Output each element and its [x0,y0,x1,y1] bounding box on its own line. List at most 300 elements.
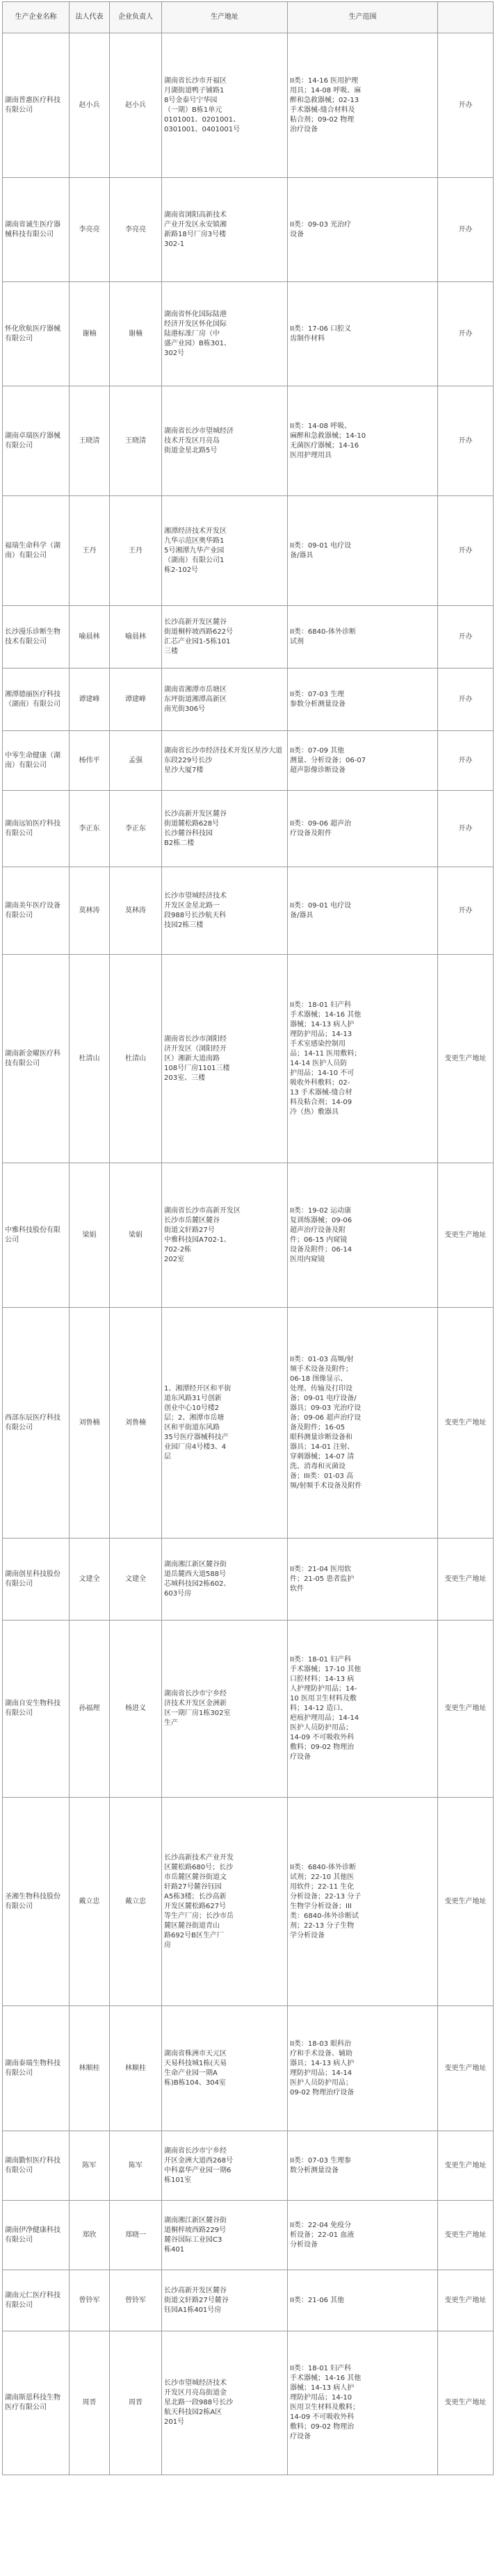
application-type: 变更生产地址 [438,1308,494,1539]
production-scope-line: 备及附件；16-05 [290,1423,346,1431]
production-address-line: 道桐梓坡西路229号 [164,2226,227,2234]
production-scope-line: 数分析测量设备 [290,2166,339,2174]
table-row [3,606,494,668]
production-address [162,791,288,867]
table-row [3,668,494,731]
production-scope-line: 吸收外科敷料；02- [290,1078,350,1087]
header-owner: 企业负责人 [110,2,162,33]
production-scope-line: 分析设备；22-13 分子 [290,1892,362,1901]
table-body [3,33,494,2475]
production-scope-line: 敷料；09-02 物理治 [290,1744,355,1751]
legal-representative: 莫林涛 [70,867,110,955]
legal-representative: 郑欣 [70,2201,110,2270]
production-scope-line: 试剂 [290,637,304,646]
production-address-line: 长沙高新开发区麓谷 [164,810,227,818]
company-name: 中雅科技股份有限公司 [3,1163,70,1308]
legal-representative: 赵小兵 [70,33,110,178]
production-scope-line: 人护理防护用品；14- [290,1685,357,1693]
production-address [162,386,288,496]
table-row [3,496,494,606]
production-scope [288,282,438,386]
production-scope-line: II类：09-06 超声治 [290,819,352,828]
header-legal-rep: 法人代表 [70,2,110,33]
production-scope [288,2270,438,2331]
production-scope-line: II类：6840-体外诊断 [290,627,356,636]
production-address-line: 长沙高新技术产业开发 [164,1853,234,1862]
legal-representative: 李正东 [70,791,110,867]
production-address-line: 湖南省怀化国际陆港 [164,310,227,318]
company-name: 湖南伊净健康科技有限公司 [3,2201,70,2270]
production-scope [288,2131,438,2201]
production-scope-line: 口腔材料；14-13 病 [290,1675,355,1683]
production-address-line: 302-1 [164,240,185,248]
production-address-line: 0301001、0401001号 [164,125,241,133]
production-scope-line: 14-09 不可吸收外科 [290,2413,355,2421]
production-scope-line: 冷（热）敷器具 [290,1108,339,1116]
application-type: 开办 [438,606,494,668]
production-address [162,1308,288,1539]
company-name: 湖南卓瑞医疗器械有限公司 [3,386,70,496]
production-scope [288,2006,438,2131]
production-scope-line: II类：07-03 生理 [290,690,345,698]
production-address-line: 街道文轩路27号 [164,1226,215,1234]
production-scope-line: 医护人员防护用品； [290,1724,352,1732]
production-scope-line: II类：21-04 医用软 [290,1565,352,1573]
company-owner: 王丹 [110,496,162,606]
production-address-line: 302号 [164,349,185,357]
company-name: 西部东辰医疗科技有限公司 [3,1308,70,1539]
production-address-line: 创业中心10号楼2 [164,1404,220,1412]
production-address-line: 长沙麓谷科技园 [164,829,213,837]
production-scope-line: II类：14-08 呼吸、 [290,422,352,430]
production-address-line: 长沙高新开发区麓谷 [164,618,227,626]
production-scope-line: 备；III类：01-03 高 [290,1472,354,1480]
company-owner: 戴立忠 [110,1798,162,2006]
production-address-line: 栋101室 [164,2176,192,2184]
production-scope [288,178,438,282]
production-address-line: 湖南省株洲市天元区 [164,2049,227,2058]
legal-representative: 谭建峰 [70,668,110,731]
application-type: 开办 [438,33,494,178]
company-name: 中零生命健康（湖南）有限公司 [3,731,70,791]
production-address-line: 东段229号长沙 [164,756,213,764]
application-type: 变更生产地址 [438,1798,494,2006]
production-scope-line: 析设备；22-01 血液 [290,2231,355,2239]
production-address-line: 0101001、0201001、 [164,115,241,124]
production-address-line: 湖南省长沙市浏阳经 [164,1035,227,1043]
production-address-line: 三楼 [164,647,178,655]
production-address-line: 湖南湘江新区麓谷街 [164,1560,227,1568]
production-scope-line: 类：6840-体外诊断试 [290,1912,359,1920]
production-scope-line: 频手术设备及附件； [290,1365,352,1373]
production-scope-line: 醉和急救器械；02-13 [290,96,359,104]
production-scope-line: 器具；14-01 注射、 [290,1443,355,1451]
production-scope-line: 理防护用品；14-10 [290,2394,352,2402]
production-address [162,1798,288,2006]
production-address-line: 九华示范区奥华路1 [164,536,225,545]
legal-representative: 刘鲁楠 [70,1308,110,1539]
production-scope-line: 穿刺器械；14-07 清 [290,1452,355,1461]
production-scope-line: 备/器具 [290,551,314,559]
header-row [3,2,494,33]
production-address-line: 道岳麓西大道588号 [164,1570,227,1578]
company-name: 圣湘生物科技股份有限公司 [3,1798,70,2006]
table-row [3,867,494,955]
production-scope-line: 治疗设备 [290,125,318,133]
production-scope-line: 处理、传输及打印设 [290,1384,352,1393]
company-owner: 刘鲁楠 [110,1308,162,1539]
company-name: 湖南元仁医疗科技有限公司 [3,2270,70,2331]
company-owner: 杨进义 [110,1621,162,1798]
production-scope-line: 眼科测量诊断设备和 [290,1433,352,1441]
production-address-line: 技术开发区月亮岛 [164,436,220,445]
production-scope-line: 疗设备及附件 [290,829,332,837]
production-address-line: 长沙市望城经济技术 [164,892,227,900]
production-scope-line: 测量、分析设备；06-07 [290,756,366,764]
production-scope-line: II类：09-03 光治疗 [290,220,352,229]
production-scope-line: 手术器械；17-10 其他 [290,1666,362,1673]
production-scope-line: 器具；14-13 病人护 [290,2059,355,2067]
table-row [3,1798,494,2006]
production-scope-line: 手术室感染控制用 [290,1040,346,1048]
table-row [3,2270,494,2331]
production-address [162,33,288,178]
production-address [162,2006,288,2131]
production-address [162,606,288,668]
production-address [162,178,288,282]
production-address-line: 中科嘉华产业园一期6 [164,2166,232,2174]
production-address-line: 108号厂房1101三楼 [164,1064,230,1072]
production-address-line: 麓谷国际工业园C3 [164,2235,222,2244]
production-scope-line: 无菌医疗器械；14-16 [290,441,359,450]
production-scope-line: II类：22-04 免疫分 [290,2221,352,2229]
production-address-line: 天易科技城1栋(天易 [164,2059,227,2067]
production-scope [288,2331,438,2475]
production-scope [288,1621,438,1798]
production-scope-line: II类：01-03 高频/射 [290,1355,354,1363]
company-name: 湖南新金曜医疗科技有限公司 [3,955,70,1163]
production-address-line: 街道文轩路27号麓谷 [164,2296,229,2304]
production-address-line: 湘潭经济技术开发区 [164,527,227,535]
company-name: 湖南远铂医疗科技有限公司 [3,791,70,867]
production-scope-line: 器械；14-13 病人护 [290,2384,355,2392]
production-address-line: 等生产厂房；长沙市岳 [164,1912,234,1920]
production-scope [288,668,438,731]
application-type: 开办 [438,668,494,731]
production-address [162,1539,288,1621]
production-scope-line: 备/器具 [290,911,314,919]
production-scope-line: 超声治疗设备及附 [290,1226,346,1234]
production-address-line: 长沙市望城经济技术 [164,2379,227,2387]
production-address-line: 湖南省湘潭市岳塘区 [164,685,227,694]
company-name: 怀化欣航医疗器械有限公司 [3,282,70,386]
table-row [3,386,494,496]
production-address-line: 南光街306号 [164,705,206,713]
legal-representative: 戴立忠 [70,1798,110,2006]
application-type: 变更生产地址 [438,2006,494,2131]
production-scope-line: 10 医用卫生材料及敷 [290,1695,357,1703]
production-address-line: 济开发区（浏阳经开 [164,1044,227,1053]
production-address-line: 湖南省长沙市高新开发区 [164,1206,241,1215]
production-scope-line: 器械；14-13 病人护 [290,1020,355,1028]
application-type: 变更生产地址 [438,2270,494,2331]
production-scope-line: 疤痕护理用品；14-14 [290,1714,359,1722]
production-scope-line: 护用品；14-10 不可 [290,1069,355,1077]
production-address [162,731,288,791]
production-address-line: B2栋二楼 [164,839,195,847]
legal-representative: 梁娟 [70,1163,110,1308]
production-address-line: 产业开发区永安镇湘 [164,220,227,229]
company-name: 湖南创星科技股份有限公司 [3,1539,70,1621]
production-scope-line: 设备及附件；06-14 [290,1245,352,1254]
production-address-line: 开发区月亮岛街道金 [164,2389,227,2397]
legal-representative: 陈军 [70,2131,110,2201]
production-scope-line: 医护人员防护用品； [290,2078,352,2087]
production-scope-line: II类：21-06 其他 [290,2296,345,2304]
production-scope-line: 分析设备 [290,2240,318,2249]
production-scope-line: 理防护用品；14-13 [290,1030,352,1038]
production-scope-line: 生物学分析设备；III [290,1902,352,1910]
production-scope-line: 齿制作材料 [290,334,325,343]
company-owner: 郑晓一 [110,2201,162,2270]
production-scope-line: II类：09-01 电疗设 [290,541,352,550]
table-row [3,731,494,791]
production-address-line: 湖南省长沙市经济技术开发区星沙大道 [164,746,282,755]
table-row [3,2331,494,2475]
production-address [162,955,288,1163]
production-address-line: 星北路一段988号长沙 [164,2399,234,2406]
company-owner: 周晋 [110,2331,162,2475]
production-address-line: 栋)B栋104、304室 [164,2078,226,2087]
company-owner: 孟强 [110,731,162,791]
application-type: 开办 [438,867,494,955]
production-address [162,867,288,955]
production-scope-line: 用具；14-08 呼吸、麻 [290,86,362,95]
production-address-line: 街道桐梓坡西路622号 [164,627,234,636]
production-scope-line: 粘合剂；09-02 物理 [290,115,355,124]
production-scope-line: 手术器械；14-16 其他 [290,1010,362,1019]
production-scope-line: 备；09-06 超声治疗设 [290,1413,362,1422]
production-scope-line: 设备 [290,230,304,238]
production-scope-line: 理防护用品；14-14 [290,2069,352,2077]
production-scope-line: 06-18 图像显示、 [290,1375,348,1383]
production-address-line: 经济开发区怀化国际 [164,320,227,328]
legal-representative: 杜清山 [70,955,110,1163]
legal-representative: 王晓清 [70,386,110,496]
production-address [162,2270,288,2331]
company-name: 长沙漫乐诊断生物技术有限公司 [3,606,70,668]
production-address-line: 道东风路31号创新 [164,1394,222,1402]
production-address [162,2331,288,2475]
production-address-line: 星沙大厦7楼 [164,766,204,774]
production-address-line: 201号 [164,2418,185,2426]
production-address-line: 航天科技园2栋A区 [164,2409,222,2416]
production-address-line: 陆港标准厂房（中 [164,329,220,338]
production-scope [288,955,438,1163]
production-scope-line: 品；14-11 医用敷料； [290,1049,362,1058]
production-address-line: 区一期厂房1栋302室 [164,1709,231,1717]
company-name: 湖南泰瑞生物科技有限公司 [3,2006,70,2131]
application-type: 变更生产地址 [438,2131,494,2201]
production-address-line: 长沙高新开发区麓谷 [164,2286,227,2295]
header-scope: 生产范围 [288,2,438,33]
production-address [162,282,288,386]
production-scope-line: 学分析设备 [290,1931,325,1939]
production-address-line: 湖南省长沙市宁乡经 [164,2147,227,2155]
production-scope [288,496,438,606]
production-scope-line: 剂；22-13 分子生物 [290,1921,355,1930]
production-address [162,668,288,731]
production-address-line: 芯城科技园2栋602、 [164,1580,231,1588]
production-address-line: 203室、三楼 [164,1074,206,1082]
production-address-line: （湖南）有限公司1 [164,556,225,564]
production-address-line: 区和平街道东风路 [164,1423,220,1431]
production-scope-line: 器具；09-03 光治疗设 [290,1404,362,1412]
production-scope [288,1539,438,1621]
company-owner: 李亮亮 [110,178,162,282]
production-scope-line: 疗和手术设备、辅助 [290,2049,352,2058]
production-scope [288,1163,438,1308]
production-scope-line: II类：18-01 妇产科 [290,2365,352,2372]
production-address-line: 麓区麓谷街道青山 [164,1921,220,1930]
production-address-line: 35号医疗器械科技产 [164,1433,229,1441]
registry-table [2,1,494,2475]
legal-representative: 林顺桂 [70,2006,110,2131]
table-row [3,1539,494,1621]
production-scope-line: 13 手术器械-缝合材 [290,1088,352,1097]
table-row [3,1308,494,1539]
application-type: 变更生产地址 [438,2201,494,2270]
production-scope-line: 频/射频手术设备及附件 [290,1482,362,1490]
company-owner: 谭建峰 [110,668,162,731]
company-owner: 梁娟 [110,1163,162,1308]
table-row [3,282,494,386]
production-scope-line: 09-02 物理治疗设备 [290,2088,355,2097]
company-name: 湖南省诚生医疗器械科技有限公司 [3,178,70,282]
production-address-line: 房 [164,1941,171,1949]
production-address-line: 技园2栋三楼 [164,921,204,929]
company-owner: 曾铃军 [110,2270,162,2331]
production-address-line: 开发区麓松路627号 [164,1902,227,1910]
legal-representative: 李亮亮 [70,178,110,282]
company-owner: 谢楠 [110,282,162,386]
application-type: 开办 [438,731,494,791]
header-company: 生产企业名称 [3,2,70,33]
table-row [3,1621,494,1798]
production-address-line: 长沙市岳麓区麓谷 [164,1216,220,1224]
production-address-line: 8号金泰号宁华园 [164,96,218,104]
legal-representative: 孙福理 [70,1621,110,1798]
application-type: 开办 [438,178,494,282]
production-scope-line: 软件 [290,1584,304,1593]
production-address [162,1621,288,1798]
production-address-line: （一期）B栋1单元 [164,106,222,114]
application-type: 开办 [438,386,494,496]
production-address-line: 开发区金星北路一 [164,901,220,910]
production-scope-line: II类：17-06 口腔义 [290,325,352,333]
application-type: 开办 [438,496,494,606]
production-scope-line: 14-09 不可吸收外科 [290,1734,355,1741]
production-scope-line: 手术器械-缝合材料及 [290,106,355,114]
production-scope-line: 料及粘合剂；14-09 [290,1098,352,1106]
company-owner: 杜清山 [110,955,162,1163]
production-address [162,496,288,606]
production-address-line: 603号房 [164,1589,192,1598]
legal-representative: 周晋 [70,2331,110,2475]
production-address-line: 202室 [164,1255,185,1263]
production-scope-line: 麻醉和急救器械；14-10 [290,432,366,440]
company-name: 湘潭德丽医疗科技（湖南）有限公司 [3,668,70,731]
production-scope [288,1798,438,2006]
production-address-line: 街道麓松路628号 [164,819,220,828]
production-scope-line: 超声影像诊断设备 [290,766,346,774]
production-address-line: 汇芯产业园1-5栋101 [164,637,231,646]
production-address-line: 生产 [164,1719,178,1727]
production-address-line: 段988号长沙航天科 [164,911,227,919]
production-scope-line: 洗、消毒和灭菌设 [290,1462,346,1470]
company-name: 湖南斯恩科技生物医疗有限公司 [3,2331,70,2475]
production-address-line: 钰园A1栋401号房 [164,2306,222,2314]
production-scope [288,1308,438,1539]
production-address-line: 区）湘新大道南路 [164,1054,220,1063]
company-name: 湖南勤恒医疗科技有限公司 [3,2131,70,2201]
production-address-line: 栋2-102号 [164,566,199,574]
legal-representative: 喻晨林 [70,606,110,668]
table-row [3,955,494,1163]
company-owner: 赵小兵 [110,33,162,178]
production-scope [288,731,438,791]
production-address-line: 层 [164,1452,171,1461]
production-scope-line: 料；14-12 造口、 [290,1705,348,1712]
production-address [162,2201,288,2270]
production-address-line: A5栋3楼；长沙高新 [164,1892,227,1901]
production-scope-line: 用软件；22-11 生化 [290,1882,355,1891]
table-row [3,2131,494,2201]
application-type: 开办 [438,282,494,386]
header-status [438,2,494,33]
production-address-line: 702-2栋 [164,1245,192,1254]
production-scope-line: II类：18-01 妇产科 [290,1001,352,1009]
company-owner: 文建全 [110,1539,162,1621]
production-scope-line: II类：07-03 生理参 [290,2156,352,2165]
application-type: 开办 [438,791,494,867]
table-row [3,791,494,867]
production-scope [288,867,438,955]
company-owner: 喻晨林 [110,606,162,668]
legal-representative: 谢楠 [70,282,110,386]
table-row [3,2201,494,2270]
production-scope-line: 敷料；09-02 物理治 [290,2423,355,2431]
production-address-line: 区麓松路680号；长沙 [164,1863,234,1871]
application-type: 变更生产地址 [438,2331,494,2475]
production-scope [288,2201,438,2270]
production-scope-line: 备；09-01 电疗设备/ [290,1394,357,1402]
production-scope-line: 试剂；22-10 其他医 [290,1873,355,1881]
production-address-line: 开区金洲大道西268号 [164,2156,234,2165]
production-address-line: 1、湘潭经开区和平街 [164,1384,232,1393]
company-name: 福瑞生命科学（湖南）有限公司 [3,496,70,606]
production-scope-line: II类：6840-体外诊断 [290,1863,356,1871]
table-row [3,2006,494,2131]
production-scope-line: 参数分析测量设备 [290,700,346,708]
production-scope-line: 医用内窥镜 [290,1255,325,1263]
production-scope [288,606,438,668]
production-scope-line: 手术器械；14-16 其他 [290,2374,362,2382]
production-scope-line: II类：19-02 运动康 [290,1206,352,1215]
company-owner: 林顺桂 [110,2006,162,2131]
production-scope-line: 复训练器械；09-06 [290,1216,352,1224]
production-scope-line: 医用卫生材料及敷料； [290,2404,359,2411]
